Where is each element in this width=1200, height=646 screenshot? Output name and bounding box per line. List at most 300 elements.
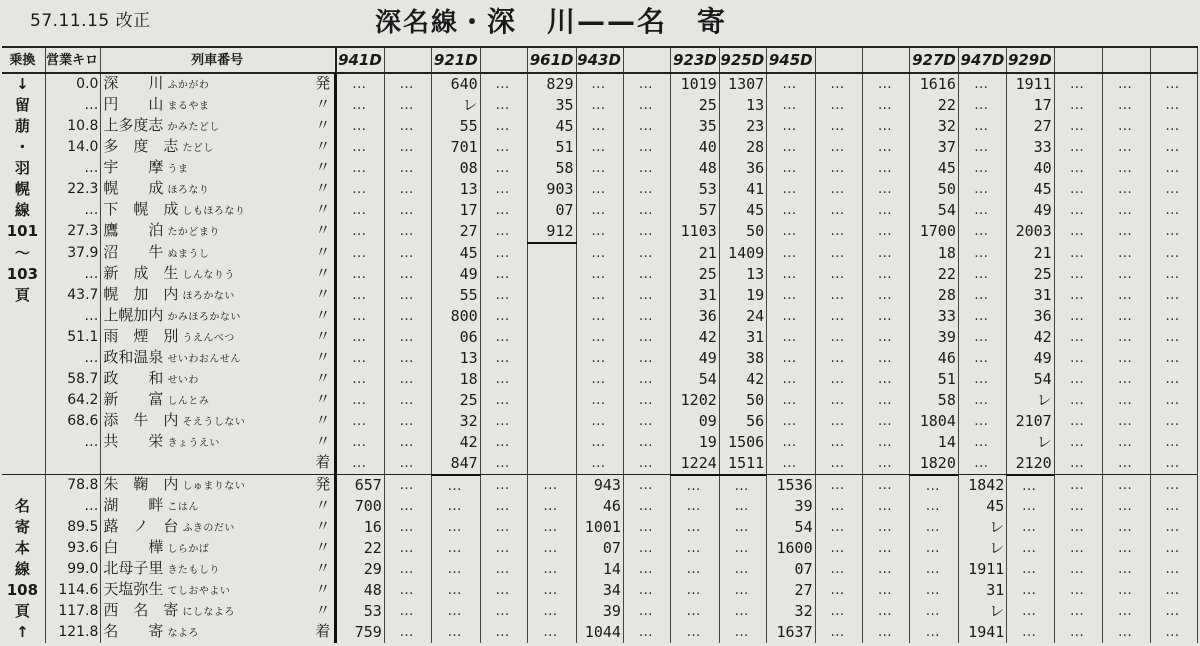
departure-time: … xyxy=(432,538,480,559)
transfer-note: 103 xyxy=(2,264,45,285)
departure-time: … xyxy=(815,411,862,432)
station-name xyxy=(101,580,336,601)
departure-time: … xyxy=(1054,580,1102,601)
station-name xyxy=(101,285,336,306)
departure-time: … xyxy=(815,517,862,538)
arrival-departure-mark: 発 xyxy=(315,475,331,494)
departure-time: 21 xyxy=(1007,243,1054,265)
departure-time: 45 xyxy=(1007,179,1054,200)
distance-km: 10.8 xyxy=(45,116,101,137)
transfer-note: ↑ xyxy=(2,622,45,643)
station-kana: しんとみ xyxy=(167,396,210,408)
departure-time: … xyxy=(1150,95,1197,116)
departure-time: … xyxy=(384,137,431,158)
departure-time: … xyxy=(623,137,670,158)
station-name xyxy=(101,411,336,432)
departure-time: … xyxy=(1103,390,1150,411)
departure-time: … xyxy=(336,116,384,137)
station-kanji: 幌 加 内 xyxy=(103,285,179,304)
departure-time: 46 xyxy=(910,348,958,369)
departure-time: 56 xyxy=(719,411,766,432)
arrival-departure-mark: 〃 xyxy=(315,496,331,515)
departure-time: … xyxy=(719,622,766,643)
station-kana: にしなよろ xyxy=(182,607,235,619)
departure-time: … xyxy=(432,496,480,517)
train-number-header xyxy=(1103,47,1150,73)
departure-time: 1616 xyxy=(910,73,958,95)
timetable-row xyxy=(2,137,1198,158)
departure-time: 1511 xyxy=(719,453,766,475)
departure-time: … xyxy=(863,432,910,453)
departure-time: … xyxy=(719,496,766,517)
distance-km: 51.1 xyxy=(45,327,101,348)
station-name xyxy=(101,221,336,243)
arrival-departure-mark: 〃 xyxy=(315,390,331,409)
departure-time: … xyxy=(576,179,623,200)
departure-time: 39 xyxy=(910,327,958,348)
departure-time: 33 xyxy=(910,306,958,327)
departure-time: … xyxy=(480,264,527,285)
departure-time: … xyxy=(1150,538,1197,559)
station-name xyxy=(101,517,336,538)
departure-time: … xyxy=(958,348,1006,369)
departure-time: … xyxy=(767,432,815,453)
departure-time: … xyxy=(384,411,431,432)
departure-time: … xyxy=(384,580,431,601)
station-kana: たかどまり xyxy=(167,227,220,239)
departure-time: 31 xyxy=(958,580,1006,601)
departure-time: 1536 xyxy=(767,475,815,497)
arrival-departure-mark: 〃 xyxy=(315,95,331,113)
departure-time: … xyxy=(623,306,670,327)
departure-time: … xyxy=(384,622,431,643)
departure-time: … xyxy=(815,137,862,158)
departure-time: … xyxy=(623,327,670,348)
departure-time: 903 xyxy=(528,179,576,200)
station-kana: うえんべつ xyxy=(182,333,235,345)
transfer-note xyxy=(2,453,45,475)
departure-time: … xyxy=(1054,538,1102,559)
departure-time: … xyxy=(336,285,384,306)
departure-time: … xyxy=(1054,475,1102,497)
departure-time: … xyxy=(336,137,384,158)
timetable-row xyxy=(2,622,1198,643)
departure-time: … xyxy=(815,264,862,285)
departure-time: … xyxy=(863,264,910,285)
departure-time: 13 xyxy=(719,264,766,285)
departure-time: … xyxy=(623,432,670,453)
departure-time: 32 xyxy=(910,116,958,137)
departure-time: … xyxy=(815,243,862,265)
arrival-departure-mark: 〃 xyxy=(315,221,331,239)
departure-time: … xyxy=(863,73,910,95)
arrival-departure-mark: 〃 xyxy=(315,538,331,557)
timetable-row xyxy=(2,327,1198,348)
departure-time: … xyxy=(576,73,623,95)
station-name xyxy=(101,264,336,285)
departure-time: … xyxy=(1150,137,1197,158)
station-name xyxy=(101,559,336,580)
departure-time: … xyxy=(910,496,958,517)
departure-time: … xyxy=(671,601,719,622)
station-name xyxy=(101,137,336,158)
distance-km: 78.8 xyxy=(45,475,101,497)
departure-time: … xyxy=(671,517,719,538)
distance-km: 64.2 xyxy=(45,390,101,411)
departure-time: 06 xyxy=(432,327,480,348)
station-kana: ほろかない xyxy=(182,291,235,303)
departure-time: … xyxy=(1054,221,1102,243)
departure-time: … xyxy=(958,200,1006,221)
departure-time: … xyxy=(1150,411,1197,432)
departure-time: … xyxy=(384,432,431,453)
station-name xyxy=(101,306,336,327)
departure-time: … xyxy=(1007,580,1054,601)
departure-time: … xyxy=(1150,432,1197,453)
departure-time: … xyxy=(767,369,815,390)
departure-time: … xyxy=(480,158,527,179)
departure-time: 27 xyxy=(1007,116,1054,137)
station-kana: せいわおんせん xyxy=(167,354,241,366)
departure-time: … xyxy=(863,179,910,200)
departure-time: 1224 xyxy=(671,453,719,475)
departure-time: … xyxy=(1103,306,1150,327)
station-kana: てしおやよい xyxy=(167,586,231,598)
distance-km: … xyxy=(45,158,101,179)
station-name xyxy=(101,158,336,179)
departure-time: … xyxy=(384,158,431,179)
departure-time: … xyxy=(1103,285,1150,306)
km-header: 営業キロ xyxy=(45,47,101,73)
station-kanji: 沼 牛 xyxy=(103,242,164,261)
departure-time: … xyxy=(958,95,1006,116)
departure-time: … xyxy=(1054,369,1102,390)
departure-time: … xyxy=(576,285,623,306)
departure-time: … xyxy=(863,306,910,327)
departure-time: … xyxy=(576,221,623,243)
departure-time: … xyxy=(815,73,862,95)
departure-time: 2107 xyxy=(1007,411,1054,432)
departure-time: 45 xyxy=(958,496,1006,517)
departure-time: 45 xyxy=(432,243,480,265)
departure-time: … xyxy=(576,306,623,327)
station-name xyxy=(101,475,336,497)
departure-time: … xyxy=(767,390,815,411)
departure-time: … xyxy=(384,179,431,200)
timetable-row xyxy=(2,538,1198,559)
departure-time: … xyxy=(384,601,431,622)
departure-time: 35 xyxy=(671,116,719,137)
departure-time: … xyxy=(623,411,670,432)
departure-time: 1820 xyxy=(910,453,958,475)
departure-time xyxy=(528,243,576,265)
departure-time: … xyxy=(623,559,670,580)
station-name xyxy=(101,179,336,200)
station-kana: ぬまうし xyxy=(167,248,210,260)
station-kana: ほろなり xyxy=(167,185,210,196)
departure-time: … xyxy=(815,95,862,116)
departure-time: … xyxy=(863,221,910,243)
arrival-departure-mark: 〃 xyxy=(315,242,331,261)
station-kanji: 雨 煙 別 xyxy=(103,327,179,346)
transfer-note: 頁 xyxy=(2,601,45,622)
departure-time: … xyxy=(815,200,862,221)
station-kanji: 政 和 xyxy=(103,369,164,388)
departure-time: … xyxy=(1103,221,1150,243)
transfer-note xyxy=(2,411,45,432)
departure-time: 45 xyxy=(910,158,958,179)
departure-time: 1019 xyxy=(671,73,719,95)
arrival-departure-mark: 〃 xyxy=(315,348,331,367)
distance-km xyxy=(45,453,101,475)
departure-time: 657 xyxy=(336,475,384,497)
train-number-header xyxy=(1150,47,1197,73)
departure-time: … xyxy=(1007,475,1054,497)
departure-time: … xyxy=(480,137,527,158)
departure-time xyxy=(528,348,576,369)
departure-time: … xyxy=(576,243,623,265)
distance-km: 117.8 xyxy=(45,601,101,622)
train-number-header: 921D xyxy=(432,47,480,73)
departure-time: … xyxy=(1054,411,1102,432)
departure-time: 45 xyxy=(528,116,576,137)
station-name xyxy=(101,95,336,116)
departure-time: … xyxy=(336,432,384,453)
transfer-note: ・ xyxy=(2,137,45,158)
departure-time: 1600 xyxy=(767,538,815,559)
departure-time: … xyxy=(576,137,623,158)
departure-time: … xyxy=(1054,327,1102,348)
departure-time: … xyxy=(623,285,670,306)
departure-time: … xyxy=(1103,601,1150,622)
departure-time: … xyxy=(671,580,719,601)
station-kanji: 天塩弥生 xyxy=(103,580,164,599)
departure-time: レ xyxy=(958,517,1006,538)
distance-km: 14.0 xyxy=(45,137,101,158)
departure-time: … xyxy=(671,538,719,559)
departure-time: … xyxy=(1150,475,1197,497)
departure-time: … xyxy=(910,559,958,580)
departure-time: … xyxy=(480,496,527,517)
departure-time: … xyxy=(384,221,431,243)
train-number-header: 列車番号 xyxy=(101,47,336,73)
departure-time: 55 xyxy=(432,285,480,306)
departure-time: … xyxy=(384,348,431,369)
departure-time: … xyxy=(623,348,670,369)
departure-time xyxy=(528,264,576,285)
departure-time: … xyxy=(623,475,670,497)
departure-time: … xyxy=(528,580,576,601)
departure-time: … xyxy=(815,496,862,517)
departure-time: … xyxy=(1103,622,1150,643)
departure-time: 28 xyxy=(910,285,958,306)
departure-time: … xyxy=(1054,496,1102,517)
departure-time: … xyxy=(1103,496,1150,517)
departure-time: … xyxy=(910,622,958,643)
transfer-note: 留 xyxy=(2,95,45,116)
departure-time: … xyxy=(1103,517,1150,538)
departure-time: … xyxy=(1150,453,1197,475)
departure-time: … xyxy=(480,306,527,327)
departure-time: … xyxy=(384,475,431,497)
departure-time: … xyxy=(1054,432,1102,453)
departure-time: … xyxy=(1054,264,1102,285)
timetable-row xyxy=(2,306,1198,327)
departure-time: 50 xyxy=(910,179,958,200)
departure-time: … xyxy=(1103,432,1150,453)
station-name xyxy=(101,622,336,643)
departure-time: 27 xyxy=(432,221,480,243)
departure-time: … xyxy=(767,137,815,158)
transfer-note xyxy=(2,390,45,411)
transfer-note xyxy=(2,327,45,348)
station-kanji: 添 牛 内 xyxy=(103,411,179,430)
departure-time: 51 xyxy=(528,137,576,158)
departure-time: … xyxy=(910,601,958,622)
arrival-departure-mark: 〃 xyxy=(315,559,331,578)
departure-time: … xyxy=(815,538,862,559)
departure-time: … xyxy=(1054,116,1102,137)
departure-time: 1506 xyxy=(719,432,766,453)
departure-time: … xyxy=(480,475,527,497)
departure-time: … xyxy=(623,221,670,243)
station-kanji: 共 栄 xyxy=(103,432,164,451)
departure-time: … xyxy=(1054,200,1102,221)
departure-time: … xyxy=(528,517,576,538)
departure-time: … xyxy=(671,559,719,580)
departure-time: … xyxy=(1103,73,1150,95)
departure-time: 2003 xyxy=(1007,221,1054,243)
departure-time: … xyxy=(1054,179,1102,200)
distance-km: … xyxy=(45,306,101,327)
departure-time: … xyxy=(480,559,527,580)
departure-time: 14 xyxy=(910,432,958,453)
station-kanji: 政和温泉 xyxy=(103,348,164,367)
departure-time: 46 xyxy=(576,496,623,517)
departure-time: 49 xyxy=(1007,200,1054,221)
departure-time: … xyxy=(719,538,766,559)
departure-time: … xyxy=(1054,559,1102,580)
departure-time: … xyxy=(958,411,1006,432)
arrival-departure-mark: 〃 xyxy=(315,327,331,346)
departure-time: 16 xyxy=(336,517,384,538)
departure-time: … xyxy=(1150,200,1197,221)
departure-time: … xyxy=(384,200,431,221)
departure-time: … xyxy=(336,348,384,369)
departure-time: 25 xyxy=(671,95,719,116)
departure-time: … xyxy=(910,538,958,559)
transfer-note xyxy=(2,475,45,497)
station-name xyxy=(101,116,336,137)
departure-time: 701 xyxy=(432,137,480,158)
departure-time: … xyxy=(432,622,480,643)
departure-time: 31 xyxy=(1007,285,1054,306)
departure-time: … xyxy=(576,453,623,475)
departure-time xyxy=(528,369,576,390)
departure-time: … xyxy=(958,73,1006,95)
station-kana: きたもしり xyxy=(167,565,220,577)
departure-time: … xyxy=(815,432,862,453)
timetable-row xyxy=(2,179,1198,200)
station-kana: かみほろかない xyxy=(167,312,241,324)
station-kanji: 白 樺 xyxy=(103,538,164,557)
departure-time: … xyxy=(815,348,862,369)
train-number-header: 925D xyxy=(719,47,766,73)
distance-km: 0.0 xyxy=(45,73,101,95)
departure-time: 53 xyxy=(671,179,719,200)
departure-time: … xyxy=(1054,243,1102,265)
departure-time: 19 xyxy=(671,432,719,453)
timetable-row xyxy=(2,390,1198,411)
departure-time: 54 xyxy=(910,200,958,221)
departure-time: … xyxy=(336,369,384,390)
arrival-departure-mark: 〃 xyxy=(315,432,331,451)
departure-time: … xyxy=(958,306,1006,327)
timetable-row xyxy=(2,285,1198,306)
departure-time: … xyxy=(1054,306,1102,327)
departure-time: … xyxy=(480,179,527,200)
transfer-note: 線 xyxy=(2,559,45,580)
departure-time: … xyxy=(958,369,1006,390)
departure-time: … xyxy=(623,95,670,116)
departure-time: … xyxy=(336,243,384,265)
departure-time: … xyxy=(815,601,862,622)
departure-time: 1804 xyxy=(910,411,958,432)
departure-time: 24 xyxy=(719,306,766,327)
departure-time: … xyxy=(432,475,480,497)
departure-time: 19 xyxy=(719,285,766,306)
departure-time: … xyxy=(1007,538,1054,559)
departure-time: … xyxy=(767,243,815,265)
departure-time: … xyxy=(576,369,623,390)
train-number-header: 923D xyxy=(671,47,719,73)
station-kanji: 蕗 ノ 台 xyxy=(103,517,179,536)
departure-time: … xyxy=(576,411,623,432)
departure-time: … xyxy=(1150,73,1197,95)
departure-time: 29 xyxy=(336,559,384,580)
departure-time: … xyxy=(1054,601,1102,622)
departure-time: … xyxy=(1103,264,1150,285)
departure-time: … xyxy=(1103,158,1150,179)
arrival-departure-mark: 〃 xyxy=(315,200,331,218)
departure-time: … xyxy=(480,369,527,390)
departure-time: … xyxy=(1007,517,1054,538)
transfer-note: 線 xyxy=(2,200,45,221)
departure-time: … xyxy=(910,475,958,497)
departure-time: … xyxy=(623,517,670,538)
departure-time: 912 xyxy=(528,221,576,243)
departure-time: … xyxy=(480,200,527,221)
station-name xyxy=(101,200,336,221)
timetable-row xyxy=(2,264,1198,285)
train-number-header: 947D xyxy=(958,47,1006,73)
station-kana: しもほろなり xyxy=(182,206,246,217)
departure-time: 1700 xyxy=(910,221,958,243)
departure-time: … xyxy=(863,496,910,517)
departure-time: … xyxy=(767,116,815,137)
station-kanji: 幌 成 xyxy=(103,179,164,197)
departure-time: … xyxy=(384,116,431,137)
departure-time: … xyxy=(719,580,766,601)
station-kana: しんなりう xyxy=(182,270,235,282)
departure-time xyxy=(528,432,576,453)
departure-time: … xyxy=(863,411,910,432)
departure-time: … xyxy=(336,73,384,95)
departure-time: … xyxy=(528,475,576,497)
departure-time: 07 xyxy=(767,559,815,580)
transfer-note: 頁 xyxy=(2,285,45,306)
departure-time xyxy=(528,390,576,411)
